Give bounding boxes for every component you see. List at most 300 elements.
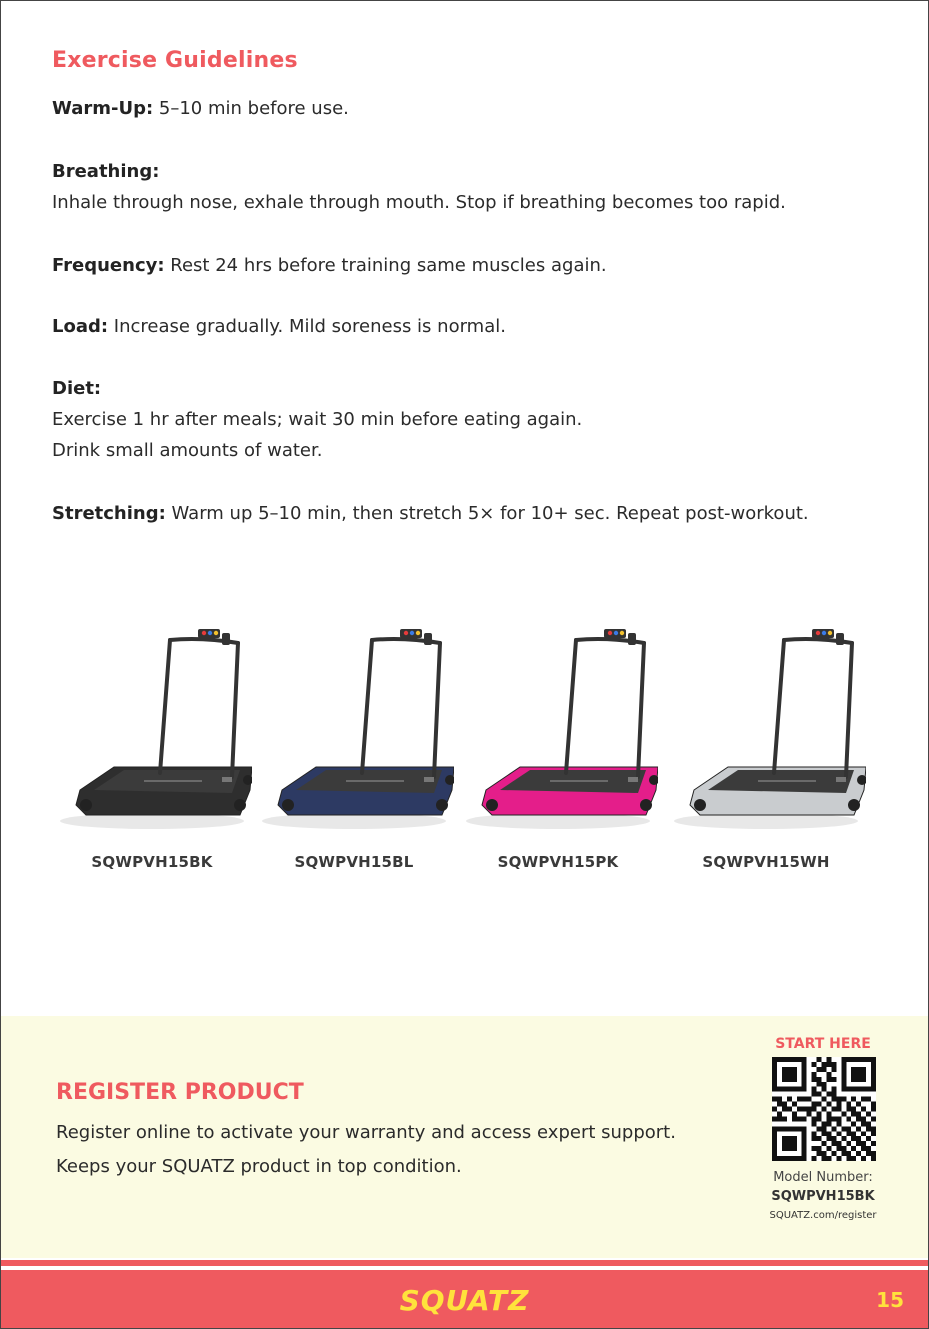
qr-module xyxy=(772,1062,777,1067)
qr-module xyxy=(871,1141,876,1146)
qr-module xyxy=(817,1136,822,1141)
qr-module xyxy=(797,1097,802,1102)
qr-module xyxy=(822,1141,827,1146)
qr-module xyxy=(851,1072,856,1077)
qr-module xyxy=(777,1097,782,1102)
qr-module xyxy=(866,1126,871,1131)
qr-module xyxy=(871,1116,876,1121)
qr-module xyxy=(836,1146,841,1151)
console-light-yellow xyxy=(620,631,624,635)
qr-module xyxy=(807,1111,812,1116)
qr-module xyxy=(797,1107,802,1112)
guideline-diet xyxy=(52,373,892,466)
qr-module xyxy=(792,1136,797,1141)
upright-right xyxy=(434,643,440,777)
qr-module xyxy=(817,1092,822,1097)
diet-label: Diet: xyxy=(52,378,102,399)
qr-module xyxy=(831,1092,836,1097)
qr-module xyxy=(851,1146,856,1151)
qr-module xyxy=(866,1111,871,1116)
qr-module xyxy=(826,1057,831,1062)
treadmill-black-image xyxy=(52,615,252,840)
qr-module xyxy=(772,1116,777,1121)
guideline-breathing xyxy=(52,156,892,218)
qr-module xyxy=(871,1067,876,1072)
qr-module xyxy=(836,1097,841,1102)
qr-module xyxy=(822,1131,827,1136)
qr-module xyxy=(802,1057,807,1062)
guideline-load xyxy=(52,311,892,342)
frequency-text: Rest 24 hrs before training same muscles again. xyxy=(164,255,607,276)
qr-module xyxy=(861,1057,866,1062)
console-light-blue xyxy=(822,631,826,635)
qr-module xyxy=(866,1151,871,1156)
qr-module xyxy=(792,1102,797,1107)
model-label-black: SQWPVH15BK xyxy=(91,853,213,871)
console-clip xyxy=(628,633,636,645)
qr-module xyxy=(802,1107,807,1112)
qr-module xyxy=(817,1146,822,1151)
qr-module xyxy=(851,1156,856,1161)
qr-module xyxy=(772,1057,777,1062)
qr-module xyxy=(841,1146,846,1151)
register-line-2: Keeps your SQUATZ product in top condition. xyxy=(56,1156,462,1177)
qr-module xyxy=(822,1097,827,1102)
qr-module xyxy=(772,1136,777,1141)
qr-module xyxy=(841,1077,846,1082)
qr-module xyxy=(817,1116,822,1121)
qr-module xyxy=(856,1077,861,1082)
qr-module xyxy=(851,1077,856,1082)
qr-module xyxy=(787,1097,792,1102)
qr-module xyxy=(812,1121,817,1126)
qr-module xyxy=(812,1062,817,1067)
treadmill-pink-image xyxy=(458,615,658,840)
breathing-label: Breathing: xyxy=(52,161,160,182)
qr-module xyxy=(822,1067,827,1072)
qr-module xyxy=(782,1136,787,1141)
qr-module xyxy=(817,1111,822,1116)
qr-module xyxy=(831,1107,836,1112)
console-clip xyxy=(836,633,844,645)
qr-module xyxy=(861,1067,866,1072)
front-roller-left xyxy=(80,799,92,811)
guideline-frequency xyxy=(52,250,892,281)
qr-module xyxy=(792,1067,797,1072)
qr-module xyxy=(782,1141,787,1146)
upright-right xyxy=(232,643,238,777)
model-caption xyxy=(748,1168,898,1225)
qr-module xyxy=(851,1087,856,1092)
qr-module xyxy=(831,1087,836,1092)
qr-module xyxy=(861,1156,866,1161)
qr-module xyxy=(772,1151,777,1156)
page-title: Exercise Guidelines xyxy=(52,48,298,73)
qr-module xyxy=(871,1082,876,1087)
qr-module xyxy=(866,1057,871,1062)
qr-module xyxy=(807,1107,812,1112)
qr-module xyxy=(841,1087,846,1092)
front-roller-right xyxy=(436,799,448,811)
qr-module xyxy=(841,1082,846,1087)
console-light-red xyxy=(404,631,408,635)
qr-module xyxy=(787,1067,792,1072)
guideline-stretching xyxy=(52,498,892,529)
console-light-red xyxy=(816,631,820,635)
qr-module xyxy=(856,1057,861,1062)
qr-module xyxy=(856,1126,861,1131)
model-number-value: SQWPVH15BK xyxy=(771,1189,875,1204)
qr-module xyxy=(802,1131,807,1136)
qr-module xyxy=(836,1107,841,1112)
page-number: 15 xyxy=(876,1288,904,1312)
qr-module xyxy=(871,1087,876,1092)
logo-plate xyxy=(222,777,232,782)
qr-module xyxy=(861,1097,866,1102)
qr-module xyxy=(871,1151,876,1156)
qr-module xyxy=(826,1146,831,1151)
front-roller-left xyxy=(486,799,498,811)
qr-module xyxy=(861,1072,866,1077)
qr-module xyxy=(861,1077,866,1082)
qr-module xyxy=(836,1116,841,1121)
qr-module xyxy=(782,1102,787,1107)
qr-module xyxy=(861,1131,866,1136)
qr-module xyxy=(856,1136,861,1141)
qr-module xyxy=(826,1062,831,1067)
qr-module xyxy=(812,1146,817,1151)
console-light-red xyxy=(202,631,206,635)
qr-module xyxy=(856,1116,861,1121)
qr-module xyxy=(802,1067,807,1072)
qr-module xyxy=(871,1156,876,1161)
qr-module xyxy=(812,1077,817,1082)
console-light-blue xyxy=(614,631,618,635)
qr-module xyxy=(841,1062,846,1067)
diet-line-1: Exercise 1 hr after meals; wait 30 min before eating again. xyxy=(52,409,583,430)
stretching-label: Stretching: xyxy=(52,503,166,524)
console-clip xyxy=(222,633,230,645)
upright-right xyxy=(638,643,644,777)
qr-module xyxy=(787,1072,792,1077)
model-label-blue: SQWPVH15BL xyxy=(294,853,414,871)
qr-module xyxy=(822,1087,827,1092)
qr-module xyxy=(851,1067,856,1072)
load-label: Load: xyxy=(52,316,109,337)
guideline-warmup xyxy=(52,93,892,124)
qr-module xyxy=(772,1107,777,1112)
qr-module xyxy=(831,1141,836,1146)
logo-plate xyxy=(628,777,638,782)
qr-module xyxy=(782,1087,787,1092)
qr-module xyxy=(841,1072,846,1077)
qr-module xyxy=(822,1126,827,1131)
stretching-text: Warm up 5–10 min, then stretch 5× for 10+ sec. Repeat post-workout. xyxy=(165,503,809,524)
qr-module xyxy=(841,1136,846,1141)
warmup-text: 5–10 min before use. xyxy=(153,98,349,119)
qr-module xyxy=(826,1156,831,1161)
qr-module xyxy=(871,1131,876,1136)
qr-module xyxy=(831,1126,836,1131)
diet-line-2: Drink small amounts of water. xyxy=(52,440,323,461)
qr-module xyxy=(802,1077,807,1082)
product-blue xyxy=(254,615,454,885)
qr-module xyxy=(856,1102,861,1107)
qr-module xyxy=(787,1057,792,1062)
qr-module xyxy=(856,1141,861,1146)
qr-module xyxy=(782,1156,787,1161)
qr-module xyxy=(792,1156,797,1161)
qr-module xyxy=(817,1077,822,1082)
qr-module xyxy=(802,1146,807,1151)
qr-module xyxy=(792,1057,797,1062)
qr-module xyxy=(856,1151,861,1156)
qr-module xyxy=(846,1156,851,1161)
qr-module xyxy=(831,1097,836,1102)
qr-module xyxy=(831,1077,836,1082)
qr-module xyxy=(831,1067,836,1072)
front-roller-right xyxy=(234,799,246,811)
qr-module xyxy=(772,1077,777,1082)
qr-module xyxy=(797,1116,802,1121)
qr-module xyxy=(846,1057,851,1062)
qr-module xyxy=(826,1136,831,1141)
qr-module xyxy=(812,1131,817,1136)
console-light-red xyxy=(608,631,612,635)
qr-module xyxy=(797,1126,802,1131)
qr-module xyxy=(772,1141,777,1146)
qr-module xyxy=(861,1087,866,1092)
qr-module xyxy=(787,1077,792,1082)
qr-module xyxy=(846,1107,851,1112)
qr-module xyxy=(802,1062,807,1067)
qr-module xyxy=(851,1107,856,1112)
qr-module xyxy=(772,1146,777,1151)
qr-module xyxy=(861,1121,866,1126)
qr-module xyxy=(777,1156,782,1161)
qr-module xyxy=(817,1151,822,1156)
treadmill-white-image xyxy=(666,615,866,840)
console-light-blue xyxy=(208,631,212,635)
console-light-yellow xyxy=(214,631,218,635)
qr-module xyxy=(782,1126,787,1131)
qr-module xyxy=(846,1131,851,1136)
qr-module xyxy=(787,1156,792,1161)
qr-module xyxy=(792,1141,797,1146)
qr-module xyxy=(846,1116,851,1121)
qr-module xyxy=(777,1102,782,1107)
qr-module xyxy=(866,1146,871,1151)
qr-module xyxy=(772,1131,777,1136)
qr-module xyxy=(812,1156,817,1161)
qr-module xyxy=(797,1156,802,1161)
qr-module xyxy=(792,1087,797,1092)
start-here-label: START HERE xyxy=(775,1036,871,1052)
qr-module xyxy=(782,1072,787,1077)
qr-module xyxy=(812,1092,817,1097)
qr-module xyxy=(782,1116,787,1121)
brand-logo: SQUATZ xyxy=(399,1284,530,1317)
qr-module xyxy=(866,1087,871,1092)
qr-module xyxy=(851,1097,856,1102)
qr-module xyxy=(841,1126,846,1131)
qr-module xyxy=(782,1057,787,1062)
qr-module xyxy=(841,1097,846,1102)
qr-module xyxy=(851,1136,856,1141)
qr-module xyxy=(812,1107,817,1112)
qr-module xyxy=(787,1136,792,1141)
product-pink xyxy=(458,615,658,885)
qr-module xyxy=(871,1102,876,1107)
register-description xyxy=(56,1116,676,1184)
qr-module xyxy=(802,1151,807,1156)
upright-left xyxy=(566,640,576,773)
qr-module xyxy=(866,1136,871,1141)
qr-module xyxy=(861,1141,866,1146)
qr-module xyxy=(782,1067,787,1072)
qr-code-icon[interactable] xyxy=(772,1057,876,1161)
qr-module xyxy=(782,1146,787,1151)
upright-left xyxy=(774,640,784,773)
model-label-white: SQWPVH15WH xyxy=(702,853,830,871)
logo-plate xyxy=(836,777,846,782)
qr-module xyxy=(792,1126,797,1131)
qr-module xyxy=(851,1131,856,1136)
qr-module xyxy=(777,1057,782,1062)
qr-module xyxy=(822,1156,827,1161)
qr-module xyxy=(797,1087,802,1092)
footer-bar xyxy=(1,1270,928,1328)
qr-module xyxy=(851,1121,856,1126)
qr-module xyxy=(792,1146,797,1151)
qr-module xyxy=(826,1131,831,1136)
qr-module xyxy=(772,1067,777,1072)
qr-module xyxy=(822,1121,827,1126)
qr-module xyxy=(777,1111,782,1116)
qr-module xyxy=(846,1141,851,1146)
register-line-1: Register online to activate your warranty and access expert support. xyxy=(56,1122,676,1143)
qr-module xyxy=(772,1087,777,1092)
qr-module xyxy=(787,1146,792,1151)
qr-module xyxy=(861,1146,866,1151)
console-light-yellow xyxy=(828,631,832,635)
qr-module xyxy=(812,1087,817,1092)
qr-module xyxy=(841,1057,846,1062)
qr-module xyxy=(856,1087,861,1092)
qr-module xyxy=(856,1111,861,1116)
qr-module xyxy=(831,1151,836,1156)
qr-module xyxy=(812,1136,817,1141)
qr-module xyxy=(787,1107,792,1112)
qr-module xyxy=(792,1077,797,1082)
upright-left xyxy=(362,640,372,773)
qr-module xyxy=(826,1116,831,1121)
qr-module xyxy=(826,1121,831,1126)
product-black xyxy=(52,615,252,885)
qr-module xyxy=(787,1126,792,1131)
qr-module xyxy=(836,1102,841,1107)
qr-module xyxy=(777,1126,782,1131)
qr-module xyxy=(841,1111,846,1116)
qr-module xyxy=(871,1062,876,1067)
upright-right xyxy=(846,643,852,777)
qr-module xyxy=(782,1107,787,1112)
qr-module xyxy=(787,1141,792,1146)
qr-module xyxy=(831,1136,836,1141)
qr-module xyxy=(846,1087,851,1092)
qr-module xyxy=(841,1067,846,1072)
qr-module xyxy=(856,1072,861,1077)
qr-module xyxy=(802,1072,807,1077)
qr-module xyxy=(772,1082,777,1087)
qr-module xyxy=(822,1062,827,1067)
qr-module xyxy=(817,1082,822,1087)
front-roller-right xyxy=(640,799,652,811)
footer-stripe xyxy=(1,1260,928,1266)
qr-module xyxy=(777,1116,782,1121)
warmup-label: Warm-Up: xyxy=(52,98,154,119)
load-text: Increase gradually. Mild soreness is normal. xyxy=(108,316,506,337)
front-roller-left xyxy=(282,799,294,811)
qr-module xyxy=(861,1107,866,1112)
qr-module xyxy=(826,1077,831,1082)
qr-module xyxy=(777,1087,782,1092)
qr-module xyxy=(866,1097,871,1102)
product-gallery xyxy=(40,615,890,885)
frequency-label: Frequency: xyxy=(52,255,165,276)
qr-module xyxy=(802,1136,807,1141)
qr-module xyxy=(826,1072,831,1077)
qr-module xyxy=(826,1092,831,1097)
qr-module xyxy=(772,1097,777,1102)
qr-module xyxy=(822,1151,827,1156)
qr-module xyxy=(817,1126,822,1131)
model-label-pink: SQWPVH15PK xyxy=(497,853,619,871)
qr-module xyxy=(787,1087,792,1092)
qr-module xyxy=(841,1151,846,1156)
qr-module xyxy=(836,1156,841,1161)
qr-module xyxy=(866,1121,871,1126)
qr-module xyxy=(792,1116,797,1121)
qr-module xyxy=(772,1072,777,1077)
qr-module xyxy=(871,1057,876,1062)
qr-module xyxy=(822,1082,827,1087)
qr-module xyxy=(836,1121,841,1126)
qr-module xyxy=(871,1072,876,1077)
qr-module xyxy=(812,1102,817,1107)
qr-module xyxy=(802,1141,807,1146)
qr-module xyxy=(802,1116,807,1121)
qr-module xyxy=(802,1097,807,1102)
qr-module xyxy=(871,1126,876,1131)
register-url[interactable]: SQUATZ.com/register xyxy=(769,1210,877,1221)
qr-module xyxy=(817,1067,822,1072)
qr-module xyxy=(812,1116,817,1121)
front-roller-right xyxy=(848,799,860,811)
qr-module xyxy=(772,1126,777,1131)
console-light-yellow xyxy=(416,631,420,635)
qr-module xyxy=(782,1077,787,1082)
console-clip xyxy=(424,633,432,645)
qr-module xyxy=(797,1057,802,1062)
treadmill-blue-image xyxy=(254,615,454,840)
qr-module xyxy=(831,1062,836,1067)
qr-module xyxy=(851,1057,856,1062)
model-number-label: Model Number: xyxy=(773,1170,873,1185)
qr-module xyxy=(846,1151,851,1156)
register-title: REGISTER PRODUCT xyxy=(56,1080,304,1105)
product-white xyxy=(666,615,866,885)
